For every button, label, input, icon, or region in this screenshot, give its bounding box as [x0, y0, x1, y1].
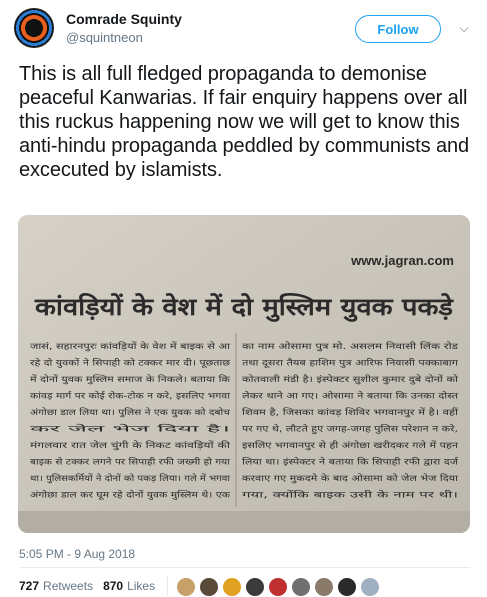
- tweet-timestamp[interactable]: 5:05 PM - 9 Aug 2018: [19, 547, 136, 561]
- divider: [19, 567, 470, 568]
- likes-stat[interactable]: [103, 579, 155, 593]
- newspaper-line: में दोनों युवक मुस्लिम समाज के निकले। बताया कि: [30, 375, 185, 385]
- tweet-header: [0, 0, 487, 56]
- newspaper-line: जासं, सहारनपुरः कांवड़ियों के वेश में बाइक से आ: [30, 342, 181, 352]
- newspaper-line: तथा दूसरा तैयब हाशिम पुत्र आरिफ निवासी पक्काबाग: [242, 358, 407, 369]
- retweets-stat[interactable]: [19, 579, 93, 593]
- retweets-label: Retweets: [43, 579, 94, 593]
- tweet-stats: [19, 577, 165, 595]
- newspaper-line: गया, क्योंकि बाइक उसी के नाम पर थी।: [242, 490, 364, 501]
- likes-label: Likes: [127, 579, 156, 593]
- avatar[interactable]: [14, 8, 54, 48]
- liker-avatar[interactable]: [314, 577, 334, 597]
- newspaper-line: रहे दो युवकों ने सिपाही को टक्कर मार दी। पूछताछ: [30, 358, 186, 369]
- newspaper-clipping: [18, 215, 470, 533]
- newspaper-line: इसलिए भगवानपुर से ही अंगोछा खरीदकर गले में पहन: [242, 441, 408, 451]
- liker-avatar[interactable]: [245, 577, 265, 597]
- newspaper-line: मंगलवार रात जेल चुंगी के निकट कांवड़ियों की: [30, 441, 171, 451]
- liker-avatar[interactable]: [337, 577, 357, 597]
- newspaper-line: था। पुलिसकर्मियों ने दोनों को पकड़ लिया। गले में भगवा: [30, 474, 200, 484]
- newspaper-line: लिया था। इंस्पेक्टर ने बताया कि सिपाही रफी द्वारा दर्ज: [242, 457, 407, 468]
- chevron-down-icon[interactable]: ⌵: [459, 20, 469, 35]
- newspaper-line: लेकर थाने आ गए। ओसामा ने बताया कि उनका दोस्त: [242, 391, 406, 402]
- retweets-count: 727: [19, 579, 40, 593]
- likes-count: 870: [103, 579, 124, 593]
- liker-avatar[interactable]: [291, 577, 311, 597]
- newspaper-line: कर जेल भेज दिया है।: [30, 424, 97, 435]
- stats-separator: [167, 576, 168, 596]
- author-name[interactable]: Comrade Squinty: [66, 11, 182, 27]
- newspaper-line: बाइक से टक्कर लगने पर सिपाही रफी जख्मी हो गया: [30, 457, 192, 468]
- follow-button[interactable]: Follow: [355, 15, 441, 43]
- liker-avatars[interactable]: [176, 577, 383, 597]
- newspaper-line: करवाए गए मुकदमे के बाद ओसामा को जेल भेज दिया: [242, 474, 408, 484]
- newspaper-line: अंगोछा डाल कर घूम रहे दोनों युवक मुस्लिम थे। एक: [30, 490, 188, 501]
- tweet-text: This is all full fledged propaganda to demonise peaceful Kanwarias. If fair enquiry happens over all this ruckus happening now we will get to know this anti-hindu propaganda peddled by communists and excecuted by islamists.: [19, 63, 470, 181]
- newspaper-line: अंगोछा डाल लिया था। पुलिस ने एक युवक को दबोच: [30, 408, 191, 418]
- newspaper-line: का नाम ओसामा पुत्र मो. असलम निवासी लिंक रोड: [242, 342, 398, 352]
- liker-avatar[interactable]: [199, 577, 219, 597]
- author-handle[interactable]: @squintneon: [66, 30, 143, 45]
- newspaper-line: कांवड़ मार्ग पर कोई रोक-टोक न करे, इसलिए भगवा: [30, 391, 189, 402]
- newspaper-headline: कांवड़ियों के वेश में दो मुस्लिम युवक पकड़े: [35, 293, 404, 321]
- newspaper-site: www.jagran.com: [351, 253, 454, 268]
- liker-avatar[interactable]: [176, 577, 196, 597]
- liker-avatar[interactable]: [360, 577, 380, 597]
- liker-avatar[interactable]: [222, 577, 242, 597]
- tweet-photo[interactable]: [18, 215, 470, 533]
- newspaper-line: शिवम है, जिसका कांवड़ शिविर भगवानपुर में है। वहीं: [242, 408, 403, 418]
- liker-avatar[interactable]: [268, 577, 288, 597]
- newspaper-line: पर गए थे, लौटते हुए जगह-जगह पुलिस परेशान न करे,: [242, 424, 410, 435]
- newspaper-line: कोतवाली मंडी है। इंस्पेक्टर सुशील कुमार दुबे दोनों को: [242, 375, 405, 385]
